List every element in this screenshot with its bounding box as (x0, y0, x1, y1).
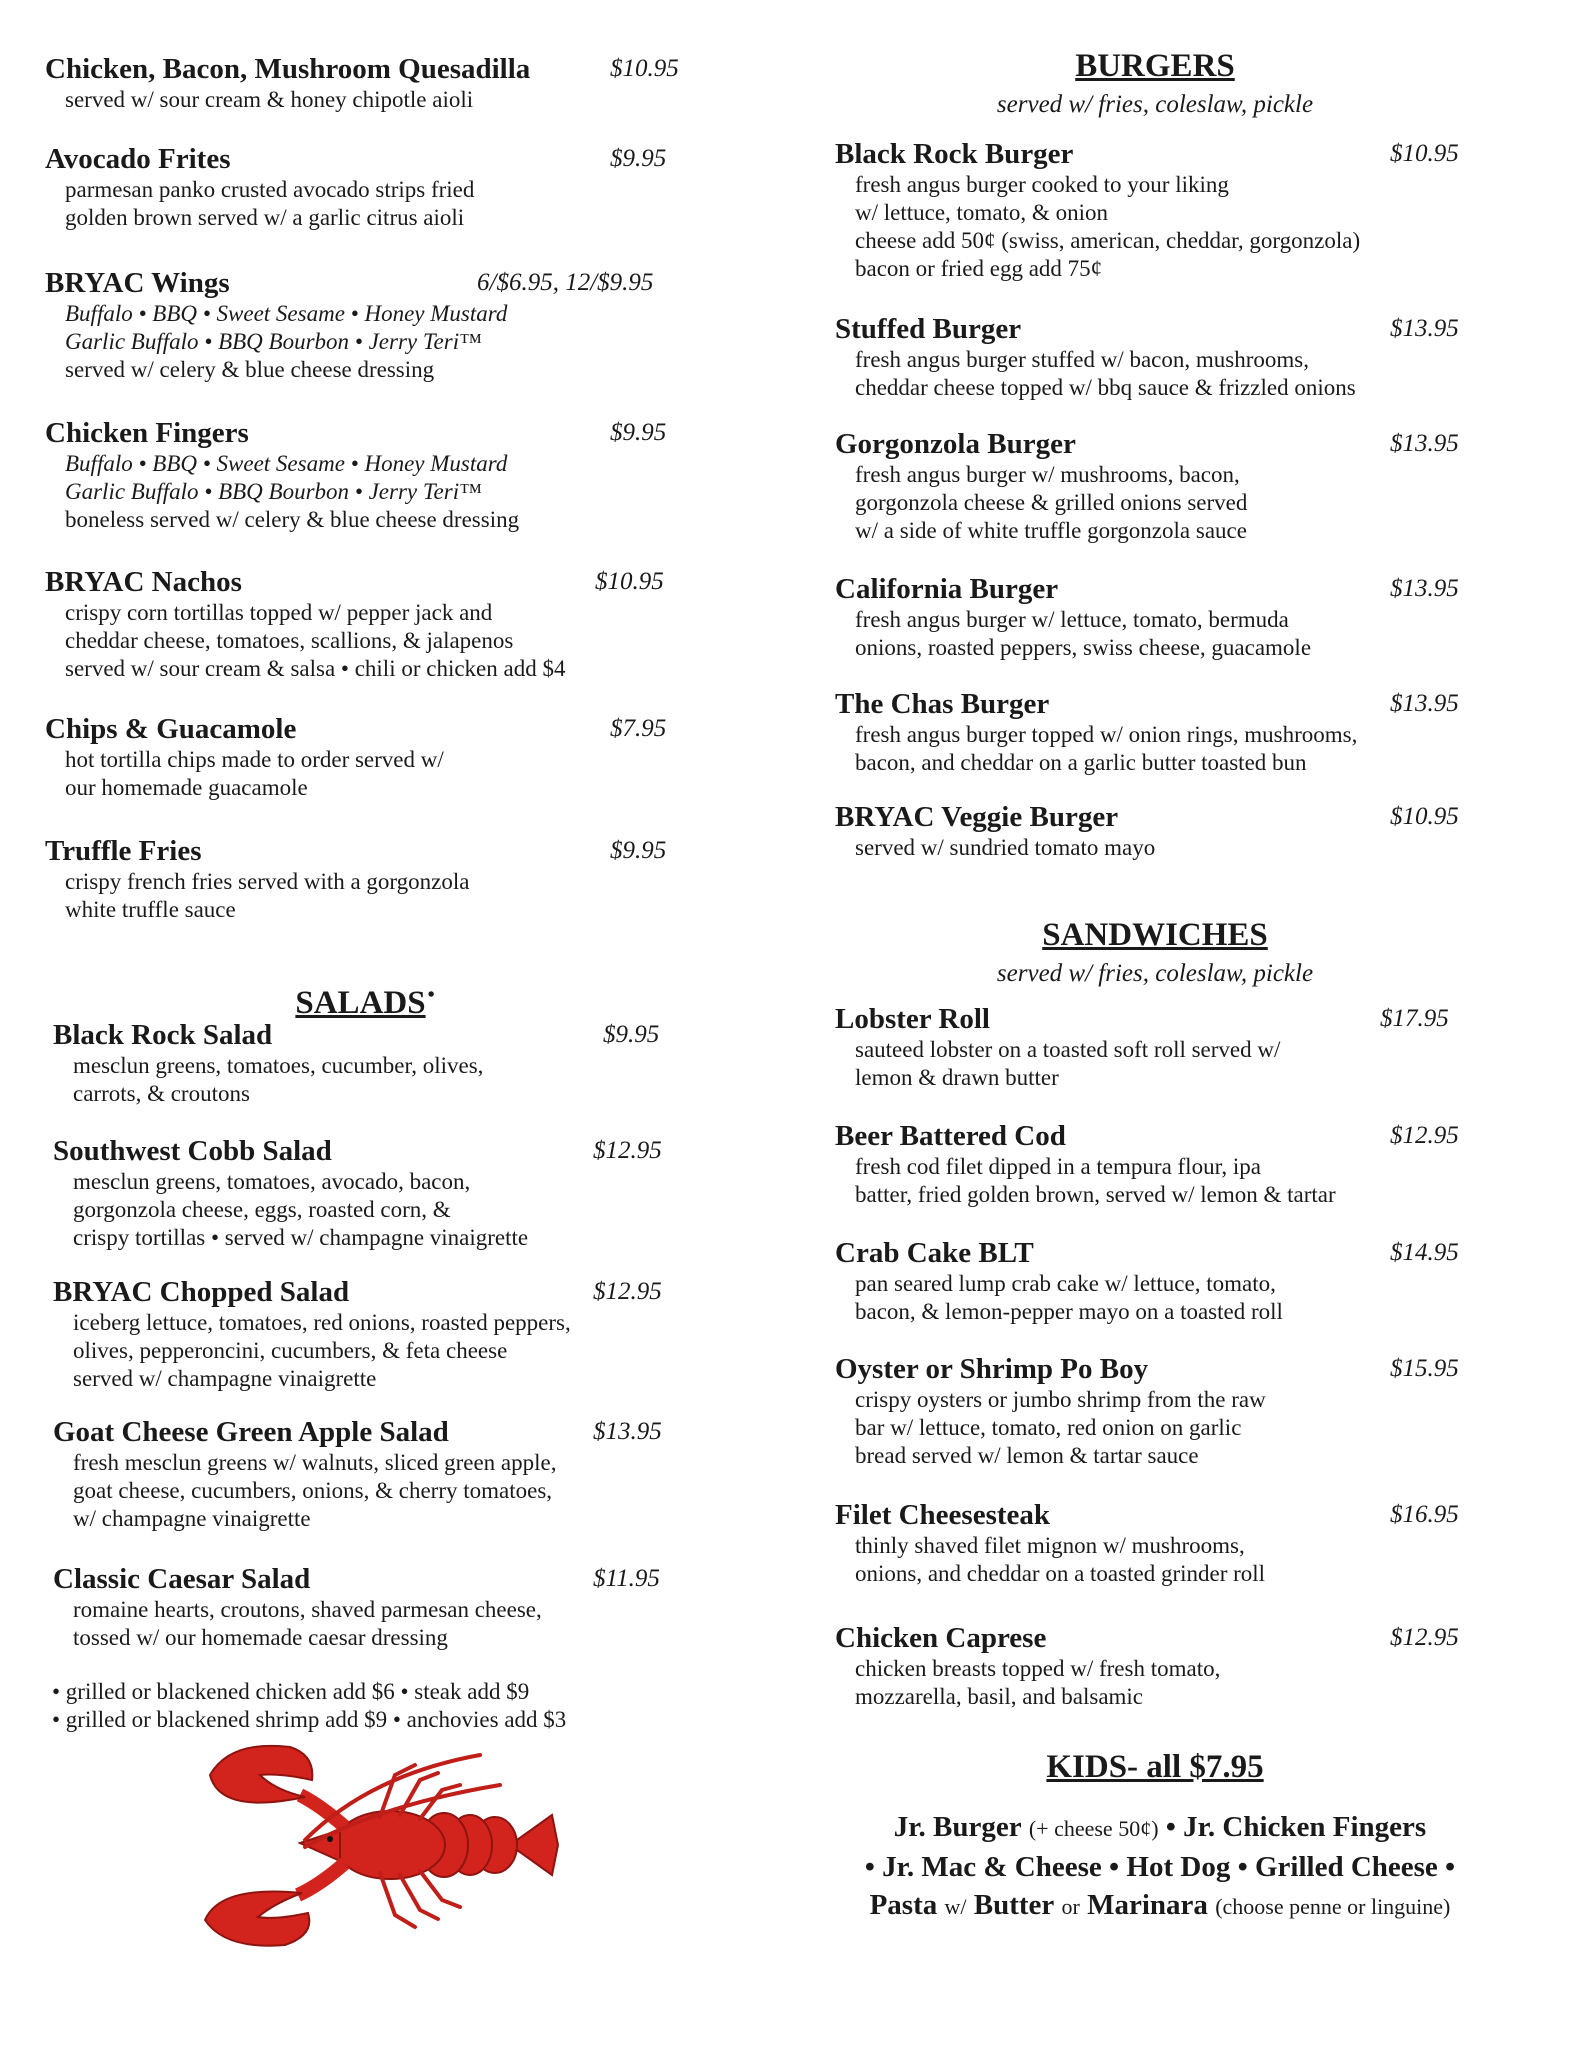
description-line: romaine hearts, croutons, shaved parmesan cheese, (73, 1597, 542, 1622)
menu-item (45, 565, 685, 683)
description-line: crispy tortillas • served w/ champagne vinaigrette (73, 1225, 529, 1250)
menu-item-name: Filet Cheesesteak (835, 1499, 1051, 1531)
menu-item (45, 712, 685, 802)
description-line: hot tortilla chips made to order served w/ (65, 747, 444, 772)
description-line: served w/ celery & blue cheese dressing (65, 357, 435, 382)
menu-item-price: $16.95 (1390, 1501, 1459, 1528)
description-line: crispy french fries served with a gorgonzola (65, 869, 470, 894)
menu-item (53, 1018, 693, 1108)
menu-item-description (835, 1655, 1475, 1711)
menu-item-description (45, 450, 685, 534)
sauce-options-line: Garlic Buffalo • BBQ Bourbon • Jerry Teri™ (65, 479, 482, 504)
description-line: chicken breasts topped w/ fresh tomato, (855, 1656, 1221, 1681)
menu-item-price: $10.95 (595, 568, 664, 595)
addon-line: • grilled or blackened chicken add $6 • steak add $9 (52, 1679, 530, 1704)
description-line: w/ lettuce, tomato, & onion (855, 200, 1108, 225)
menu-item-price: $7.95 (610, 715, 667, 742)
menu-item-price: $12.95 (1390, 1624, 1459, 1651)
menu-item-price: $10.95 (610, 55, 679, 82)
menu-item-name: Black Rock Burger (835, 138, 1074, 170)
description-line: cheddar cheese topped w/ bbq sauce & frizzled onions (855, 375, 1356, 400)
addon-line: • grilled or blackened shrimp add $9 • anchovies add $3 (52, 1707, 567, 1732)
menu-item-name: BRYAC Wings (45, 267, 230, 299)
menu-item-price: $13.95 (1390, 690, 1459, 717)
kids-title: KIDS- all $7.95 (1046, 1749, 1264, 1785)
description-line: onions, roasted peppers, swiss cheese, guacamole (855, 635, 1312, 660)
description-line: mesclun greens, tomatoes, avocado, bacon, (73, 1169, 471, 1194)
menu-item-header (835, 427, 1475, 461)
menu-item-price: $12.95 (593, 1137, 662, 1164)
menu-item-price: $9.95 (610, 837, 667, 864)
description-line: bar w/ lettuce, tomato, red onion on garlic (855, 1415, 1242, 1440)
menu-item-description (53, 1449, 693, 1533)
menu-item-header (45, 834, 685, 868)
menu-item (45, 52, 685, 114)
description-line: mozzarella, basil, and balsamic (855, 1684, 1144, 1709)
menu-item-name: Crab Cake BLT (835, 1237, 1034, 1269)
description-line: sauteed lobster on a toasted soft roll served w/ (855, 1037, 1281, 1062)
description-line: bacon, & lemon-pepper mayo on a toasted roll (855, 1299, 1283, 1324)
kids-line-3: Pasta w/ Butter or Marinara (choose penne or linguine) (869, 1889, 1451, 1921)
description-line: served w/ sundried tomato mayo (855, 835, 1156, 860)
menu-item-header (835, 1119, 1475, 1153)
menu-item-description (835, 1153, 1475, 1209)
kids-menu (830, 1808, 1490, 1926)
menu-item-price: $9.95 (610, 145, 667, 172)
menu-item (835, 427, 1475, 545)
menu-item-header (53, 1275, 693, 1309)
description-line: bread served w/ lemon & tartar sauce (855, 1443, 1199, 1468)
description-line: lemon & drawn butter (855, 1065, 1059, 1090)
burgers-subtitle: served w/ fries, coleslaw, pickle (996, 91, 1314, 118)
menu-item-price: $12.95 (593, 1278, 662, 1305)
menu-item-header (835, 572, 1475, 606)
description-line: fresh angus burger w/ mushrooms, bacon, (855, 462, 1240, 487)
kids-line-2: • Jr. Mac & Cheese • Hot Dog • Grilled Cheese • (864, 1851, 1456, 1883)
menu-item-price: $14.95 (1390, 1239, 1459, 1266)
sandwiches-subtitle: served w/ fries, coleslaw, pickle (996, 960, 1314, 987)
description-line: served w/ sour cream & honey chipotle aioli (65, 87, 474, 112)
description-line: iceberg lettuce, tomatoes, red onions, roasted peppers, (73, 1310, 571, 1335)
menu-item-price: $12.95 (1390, 1122, 1459, 1149)
menu-item-name: Oyster or Shrimp Po Boy (835, 1353, 1149, 1385)
menu-item-description (45, 176, 685, 232)
menu-item-price: $13.95 (1390, 315, 1459, 342)
menu-item (45, 266, 685, 384)
menu-item-header (835, 687, 1475, 721)
menu-item-price: $10.95 (1390, 803, 1459, 830)
menu-item-price: $13.95 (1390, 575, 1459, 602)
menu-item-description (45, 746, 685, 802)
menu-item-description (835, 1270, 1475, 1326)
menu-item (53, 1562, 693, 1652)
menu-item-price: 6/$6.95, 12/$9.95 (477, 269, 654, 296)
description-line: mesclun greens, tomatoes, cucumber, olives, (73, 1053, 484, 1078)
burgers-title: BURGERS (1075, 48, 1235, 84)
menu-item-price: $11.95 (593, 1565, 660, 1592)
description-line: cheddar cheese, tomatoes, scallions, & jalapenos (65, 628, 514, 653)
menu-item (835, 687, 1475, 777)
menu-item-header (53, 1018, 693, 1052)
menu-item-price: $9.95 (610, 419, 667, 446)
menu-item-name: BRYAC Veggie Burger (835, 801, 1119, 833)
menu-item-description (45, 599, 685, 683)
menu-item-header (45, 142, 685, 176)
menu-item-name: Truffle Fries (45, 835, 202, 867)
description-line: parmesan panko crusted avocado strips fried (65, 177, 475, 202)
menu-item-name: Avocado Frites (45, 143, 231, 175)
menu-item-description (835, 606, 1475, 662)
menu-item (45, 834, 685, 924)
menu-item-header (45, 52, 685, 86)
menu-item (53, 1415, 693, 1533)
menu-item (45, 416, 685, 534)
menu-item (53, 1134, 693, 1252)
menu-item-name: Gorgonzola Burger (835, 428, 1076, 460)
menu-item (835, 1352, 1475, 1470)
menu-item-header (835, 1002, 1475, 1036)
sandwiches-title: SANDWICHES (1042, 917, 1268, 953)
menu-item-header (53, 1562, 693, 1596)
menu-item-description (53, 1596, 693, 1652)
menu-item-price: $9.95 (603, 1021, 660, 1048)
menu-item-description (45, 86, 685, 114)
menu-item-description (53, 1168, 693, 1252)
description-line: tossed w/ our homemade caesar dressing (73, 1625, 448, 1650)
description-line: w/ champagne vinaigrette (73, 1506, 311, 1531)
description-line: w/ a side of white truffle gorgonzola sauce (855, 518, 1247, 543)
menu-item (835, 137, 1475, 283)
menu-item-name: Chicken, Bacon, Mushroom Quesadilla (45, 53, 531, 85)
menu-item (835, 1119, 1475, 1209)
menu-item-header (45, 712, 685, 746)
description-line: carrots, & croutons (73, 1081, 250, 1106)
description-line: bacon or fried egg add 75¢ (855, 256, 1103, 281)
menu-item-name: Chicken Caprese (835, 1622, 1047, 1654)
description-line: crispy oysters or jumbo shrimp from the raw (855, 1387, 1266, 1412)
kids-line-1: Jr. Burger (+ cheese 50¢) • Jr. Chicken Fingers (893, 1811, 1427, 1843)
menu-item-name: Lobster Roll (835, 1003, 990, 1035)
sauce-options-line: Buffalo • BBQ • Sweet Sesame • Honey Mustard (65, 451, 508, 476)
menu-item-name: Classic Caesar Salad (53, 1563, 311, 1595)
menu-item-description (835, 834, 1475, 862)
menu-item-price: $13.95 (593, 1418, 662, 1445)
description-line: fresh angus burger w/ lettuce, tomato, bermuda (855, 607, 1289, 632)
description-line: served w/ sour cream & salsa • chili or chicken add $4 (65, 656, 566, 681)
menu-item-description (835, 1532, 1475, 1588)
menu-item-description (835, 721, 1475, 777)
menu-item-name: The Chas Burger (835, 688, 1050, 720)
salad-addons (52, 1678, 566, 1734)
description-line: bacon, and cheddar on a garlic butter toasted bun (855, 750, 1307, 775)
menu-item-description (835, 1386, 1475, 1470)
menu-item-header (45, 416, 685, 450)
menu-item-description (53, 1052, 693, 1108)
sauce-options-line: Buffalo • BBQ • Sweet Sesame • Honey Mustard (65, 301, 508, 326)
description-line: olives, pepperoncini, cucumbers, & feta cheese (73, 1338, 508, 1363)
description-line: batter, fried golden brown, served w/ lemon & tartar (855, 1182, 1336, 1207)
description-line: gorgonzola cheese, eggs, roasted corn, & (73, 1197, 451, 1222)
menu-item-header (835, 1352, 1475, 1386)
description-line: white truffle sauce (65, 897, 236, 922)
description-line: boneless served w/ celery & blue cheese dressing (65, 507, 520, 532)
menu-item (835, 1498, 1475, 1588)
description-line: served w/ champagne vinaigrette (73, 1366, 377, 1391)
menu-item (835, 800, 1475, 862)
menu-item-name: California Burger (835, 573, 1059, 605)
menu-item (835, 572, 1475, 662)
lobster-icon (180, 1735, 560, 1955)
menu-item-price: $10.95 (1390, 140, 1459, 167)
description-line: our homemade guacamole (65, 775, 308, 800)
menu-item-name: BRYAC Nachos (45, 566, 242, 598)
menu-item-header (53, 1134, 693, 1168)
menu-item-header (835, 1498, 1475, 1532)
description-line: fresh angus burger topped w/ onion rings, mushrooms, (855, 722, 1358, 747)
description-line: cheese add 50¢ (swiss, american, cheddar, gorgonzola) (855, 228, 1361, 253)
menu-item-description (45, 300, 685, 384)
salads-title: SALADS • (295, 984, 435, 1021)
menu-item-description (53, 1309, 693, 1393)
menu-item (835, 1236, 1475, 1326)
menu-item-description (835, 346, 1475, 402)
description-line: gorgonzola cheese & grilled onions served (855, 490, 1248, 515)
description-line: fresh mesclun greens w/ walnuts, sliced green apple, (73, 1450, 557, 1475)
menu-item-name: Chips & Guacamole (45, 713, 297, 745)
menu-item-description (835, 171, 1475, 283)
menu-item-description (835, 1036, 1475, 1092)
description-line: onions, and cheddar on a toasted grinder roll (855, 1561, 1266, 1586)
menu-item (835, 1621, 1475, 1711)
menu-item (45, 142, 685, 232)
menu-item-header (835, 1236, 1475, 1270)
description-line: goat cheese, cucumbers, onions, & cherry tomatoes, (73, 1478, 553, 1503)
menu-item-price: $13.95 (1390, 430, 1459, 457)
menu-item-name: Goat Cheese Green Apple Salad (53, 1416, 449, 1448)
description-line: fresh angus burger cooked to your liking (855, 172, 1229, 197)
description-line: fresh cod filet dipped in a tempura flour, ipa (855, 1154, 1261, 1179)
menu-item-header (45, 565, 685, 599)
menu-item-name: BRYAC Chopped Salad (53, 1276, 350, 1308)
menu-item-header (835, 312, 1475, 346)
menu-item-name: Stuffed Burger (835, 313, 1022, 345)
description-line: thinly shaved filet mignon w/ mushrooms, (855, 1533, 1245, 1558)
menu-item-header (53, 1415, 693, 1449)
menu-item-name: Black Rock Salad (53, 1019, 273, 1051)
menu-item-description (45, 868, 685, 924)
menu-item-header (835, 137, 1475, 171)
description-line: fresh angus burger stuffed w/ bacon, mushrooms, (855, 347, 1309, 372)
menu-item-name: Beer Battered Cod (835, 1120, 1066, 1152)
description-line: pan seared lump crab cake w/ lettuce, tomato, (855, 1271, 1276, 1296)
menu-item-name: Chicken Fingers (45, 417, 249, 449)
menu-item (835, 312, 1475, 402)
description-line: crispy corn tortillas topped w/ pepper jack and (65, 600, 493, 625)
description-line: golden brown served w/ a garlic citrus aioli (65, 205, 465, 230)
sauce-options-line: Garlic Buffalo • BBQ Bourbon • Jerry Teri™ (65, 329, 482, 354)
menu-item-price: $15.95 (1390, 1355, 1459, 1382)
menu-item-header (835, 1621, 1475, 1655)
menu-item-name: Southwest Cobb Salad (53, 1135, 332, 1167)
menu-item-description (835, 461, 1475, 545)
menu-item-header (45, 266, 685, 300)
menu-item (53, 1275, 693, 1393)
menu-item (835, 1002, 1475, 1092)
menu-item-header (835, 800, 1475, 834)
menu-item-price: $17.95 (1380, 1005, 1449, 1032)
